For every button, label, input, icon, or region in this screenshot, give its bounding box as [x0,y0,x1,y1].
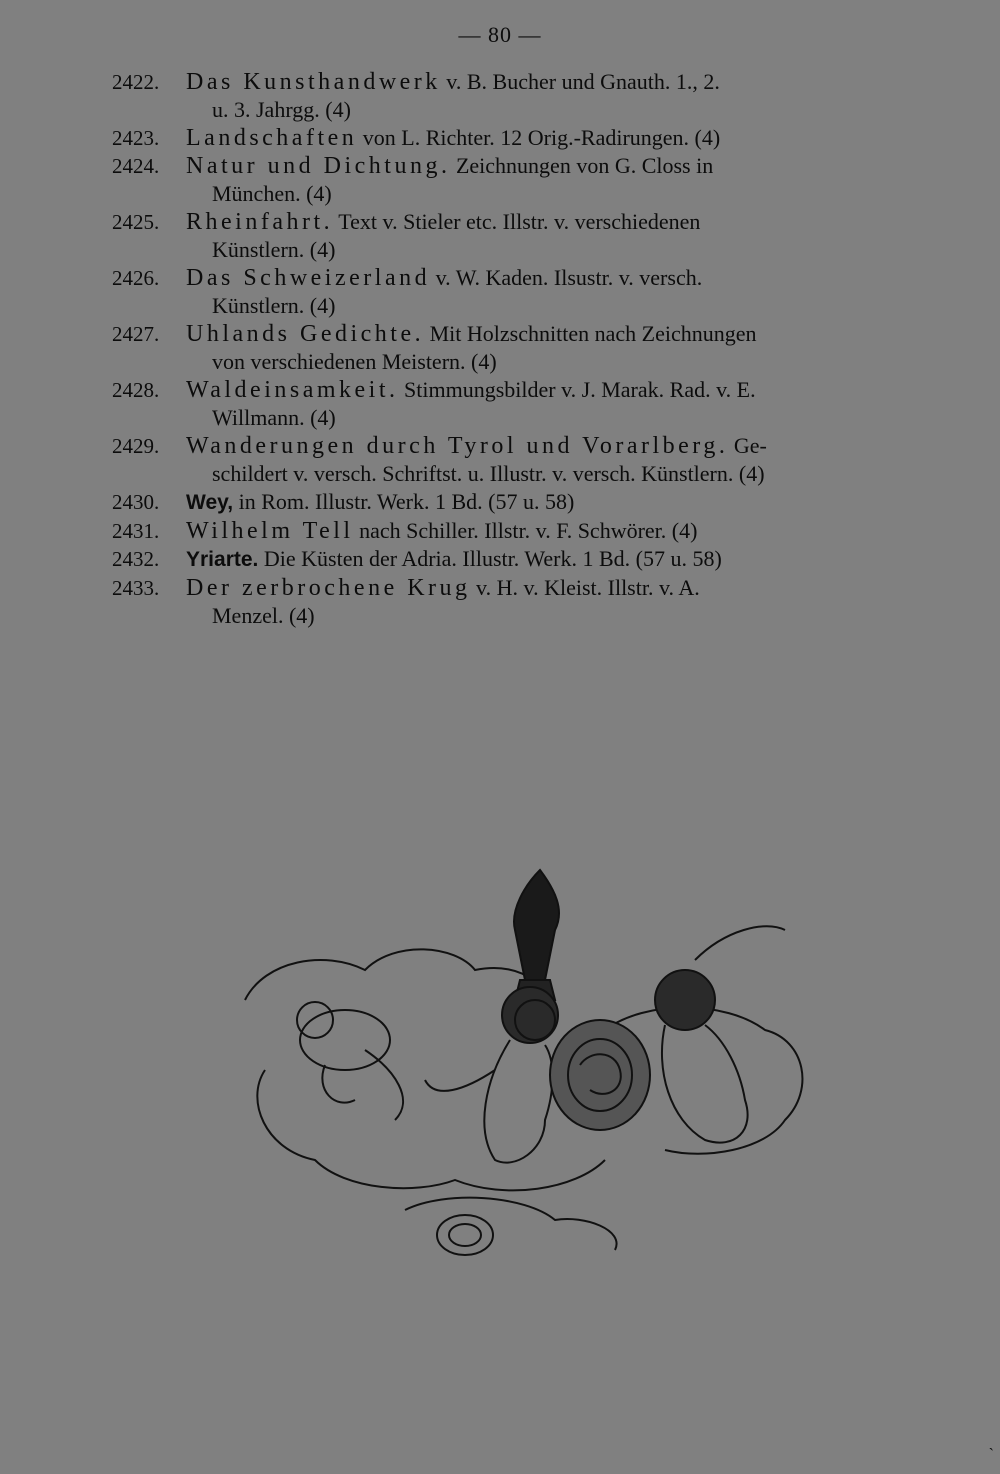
entry-number: 2423. [112,126,160,150]
entry-title: Wey, [186,491,234,514]
entry-title: Das Kunsthandwerk [186,69,441,95]
catalog-list [112,68,912,630]
entry-description: in Rom. Illustr. Werk. 1 Bd. (57 u. 58) [238,489,575,514]
entry-continuation: von verschiedenen Meistern. (4) [212,349,497,374]
corner-speck: ` [988,1446,994,1463]
catalog-entry [112,124,912,152]
entry-title: Das Schweizerland [186,265,431,291]
catalog-entry [112,320,912,376]
entry-title: Wilhelm Tell [186,518,354,544]
entry-description: Mit Holzschnitten nach Zeichnungen [429,321,757,346]
catalog-entry [112,208,912,264]
entry-title: Uhlands Gedichte. [186,321,425,347]
entry-title: Wanderungen durch Tyrol und Vorarlberg. [186,433,729,459]
entry-description: Text v. Stieler etc. Illstr. v. verschiedenen [338,209,701,234]
entry-continuation: München. (4) [212,181,332,206]
entry-number: 2429. [112,434,160,458]
entry-title: Yriarte. [186,548,259,571]
entry-description: v. B. Bucher und Gnauth. 1., 2. [446,69,720,94]
entry-description: Zeichnungen von G. Closs in [455,153,714,178]
entry-number: 2427. [112,322,160,346]
entry-description: Stimmungsbilder v. J. Marak. Rad. v. E. [404,377,756,402]
catalog-entry [112,517,912,545]
cherubs-vignette-illustration [225,850,825,1270]
entry-description: v. W. Kaden. Ilsustr. v. versch. [435,265,703,290]
entry-number: 2425. [112,210,160,234]
entry-continuation: schildert v. versch. Schriftst. u. Illustr. v. versch. Künstlern. (4) [212,461,765,486]
entry-number: 2428. [112,378,160,402]
entry-number: 2433. [112,576,160,600]
entry-description: Ge- [733,433,767,458]
entry-continuation: Künstlern. (4) [212,237,336,262]
entry-continuation: Menzel. (4) [212,603,315,628]
catalog-entry [112,574,912,630]
entry-number: 2426. [112,266,160,290]
entry-title: Landschaften [186,125,358,151]
catalog-entry [112,432,912,488]
catalog-entry [112,488,912,517]
entry-title: Waldeinsamkeit. [186,377,399,403]
catalog-entry [112,264,912,320]
entry-description: von L. Richter. 12 Orig.-Radirungen. (4) [362,125,721,150]
entry-number: 2432. [112,547,160,571]
entry-continuation: u. 3. Jahrgg. (4) [212,97,351,122]
catalog-entry [112,68,912,124]
entry-description: v. H. v. Kleist. Illstr. v. A. [476,575,700,600]
page-number: — 80 — [458,22,542,47]
catalog-entry [112,376,912,432]
entry-continuation: Willmann. (4) [212,405,336,430]
entry-title: Natur und Dichtung. [186,153,451,179]
entry-number: 2422. [112,70,160,94]
entry-title: Rheinfahrt. [186,209,334,235]
catalog-entry [112,152,912,208]
entry-title: Der zerbrochene Krug [186,575,471,601]
entry-number: 2431. [112,519,160,543]
catalog-entry [112,545,912,574]
entry-description: Die Küsten der Adria. Illustr. Werk. 1 Bd. (57 u. 58) [263,546,722,571]
entry-continuation: Künstlern. (4) [212,293,336,318]
entry-description: nach Schiller. Illstr. v. F. Schwörer. (4) [359,518,698,543]
entry-number: 2430. [112,490,160,514]
entry-number: 2424. [112,154,160,178]
